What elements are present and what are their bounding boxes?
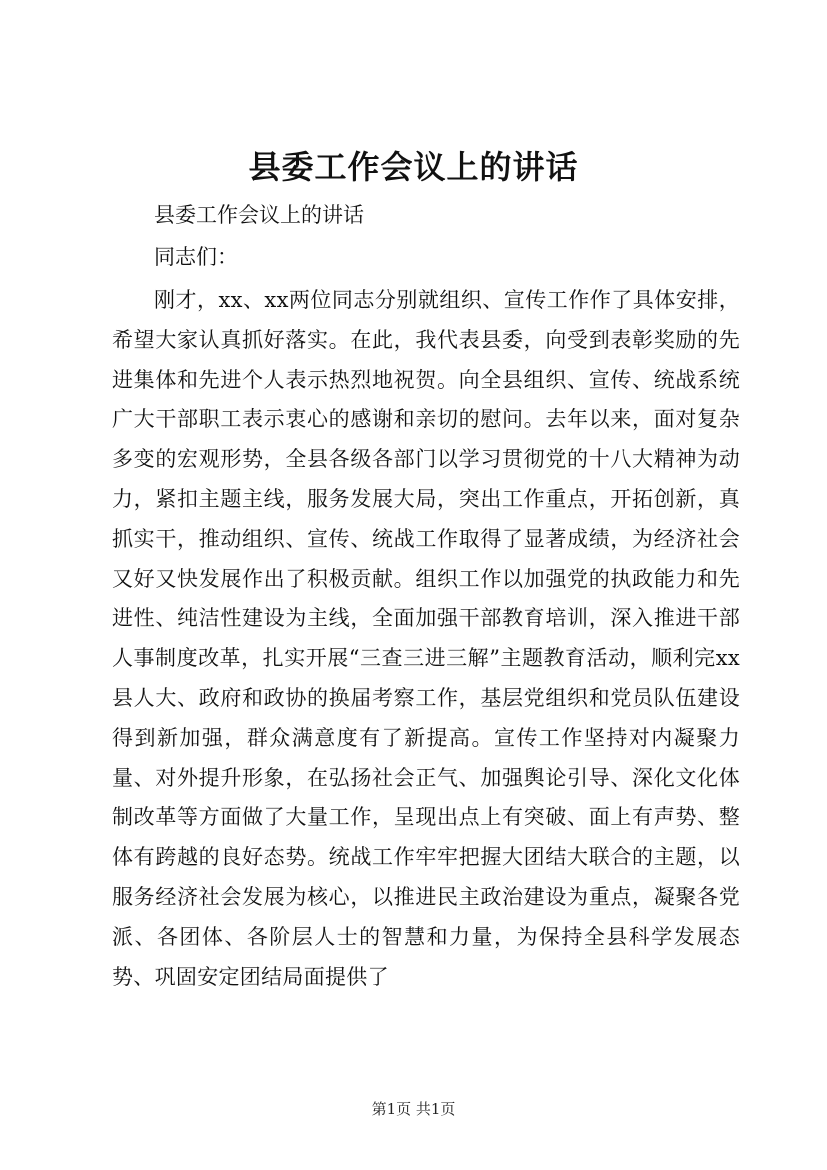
document-title: 县委工作会议上的讲话 <box>248 148 579 186</box>
body-paragraph: 刚才，xx、xx两位同志分别就组织、宣传工作作了具体安排，希望大家认真抓好落实。在此，我代表县委，向受到表彰奖励的先进集体和先进个人表示热烈地祝贺。向全县组织、宣传、统战系统广大干部职工表示衷心的感谢和亲切的慰问。去年以来，面对复杂多变的宏观形势，全县各级各部门以学习贯彻党的十八大精神为动力，紧扣主题主线，服务发展大局，突出工作重点，开拓创新，真抓实干，推动组织、宣传、统战工作取得了显著成绩，为经济社会又好又快发展作出了积极贡献。组织工作以加强党的执政能力和先进性、纯洁性建设为主线，全面加强干部教育培训，深入推进干部人事制度改革，扎实开展“三查三进三解”主题教育活动，顺利完xx县人大、政府和政协的换届考察工作，基层党组织和党员队伍建设得到新加强，群众满意度有了新提高。宣传工作坚持对内凝聚力量、对外提升形象，在弘扬社会正气、加强舆论引导、深化文化体制改革等方面做了大量工作，呈现出点上有突破、面上有声势、整体有跨越的良好态势。统战工作牢牢把握大团结大联合的主题，以服务经济社会发展为核心，以推进民主政治建设为重点，凝聚各党派、各团体、各阶层人士的智慧和力量，为保持全县科学发展态势、巩固安定团结局面提供了 <box>112 288 740 989</box>
salutation: 同志们： <box>154 245 238 269</box>
page-number-footer: 第1页 共1页 <box>371 1100 456 1118</box>
document-subtitle: 县委工作会议上的讲话 <box>154 203 364 227</box>
